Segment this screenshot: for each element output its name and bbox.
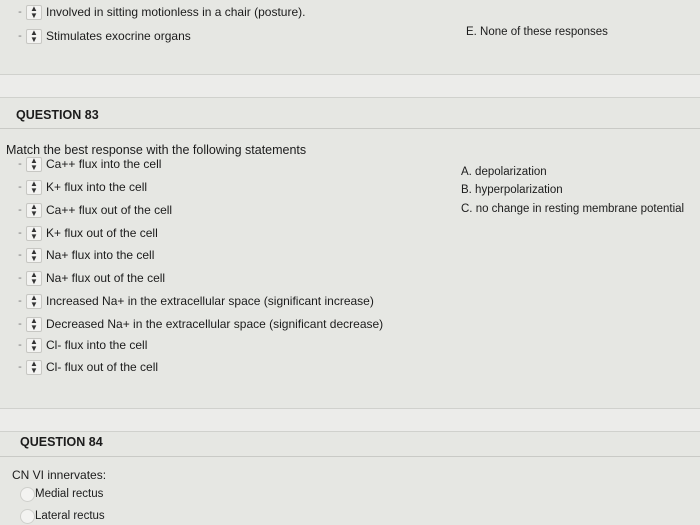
up-down-select-icon[interactable]: ▲ ▼ [26, 180, 42, 195]
question-84-title: QUESTION 84 [20, 435, 103, 449]
response-b: B. hyperpolarization [461, 184, 563, 196]
match-statement: Stimulates exocrine organs [46, 29, 191, 43]
match-statement: K+ flux into the cell [46, 180, 148, 194]
question-84-prompt: CN VI innervates: [12, 468, 107, 482]
divider [0, 128, 700, 129]
match-statement: Ca++ flux out of the cell [46, 203, 173, 217]
radio-button-icon[interactable] [20, 509, 35, 524]
response-e: E. None of these responses [466, 26, 608, 38]
dash-marker-icon: - [18, 227, 22, 239]
q83-match-row-6 [14, 292, 374, 310]
dash-marker-icon: - [18, 30, 22, 42]
dash-marker-icon: - [18, 181, 22, 193]
q83-match-row-3 [14, 224, 158, 242]
up-down-select-icon[interactable]: ▲ ▼ [26, 271, 42, 286]
match-statement: Na+ flux into the cell [46, 248, 155, 262]
dash-marker-icon: - [18, 361, 22, 373]
up-down-select-icon[interactable]: ▲ ▼ [26, 29, 42, 44]
question-separator-panel [0, 74, 700, 98]
up-down-select-icon[interactable]: ▲ ▼ [26, 157, 42, 172]
question-83-prompt: Match the best response with the following statements [6, 143, 307, 157]
up-down-select-icon[interactable]: ▲ ▼ [26, 203, 42, 218]
up-down-select-icon[interactable]: ▲ ▼ [26, 248, 42, 263]
match-statement: Involved in sitting motionless in a chair (posture). [46, 5, 306, 19]
dash-marker-icon: - [18, 6, 22, 18]
match-statement: Decreased Na+ in the extracellular space (significant decrease) [46, 317, 384, 331]
match-statement: K+ flux out of the cell [46, 226, 158, 240]
dash-marker-icon: - [18, 204, 22, 216]
question-separator-panel [0, 408, 700, 432]
q83-match-row-8 [14, 336, 147, 354]
up-down-select-icon[interactable]: ▲ ▼ [26, 226, 42, 241]
dash-marker-icon: - [18, 339, 22, 351]
match-statement: Cl- flux out of the cell [46, 360, 159, 374]
question-83-title: QUESTION 83 [16, 108, 99, 122]
q83-match-row-5 [14, 269, 165, 287]
dash-marker-icon: - [18, 318, 22, 330]
top-match-row-1 [14, 27, 191, 45]
top-match-row-0 [14, 3, 305, 21]
dash-marker-icon: - [18, 272, 22, 284]
response-a: A. depolarization [461, 166, 547, 178]
q83-match-row-0 [14, 155, 161, 173]
q83-match-row-9 [14, 358, 158, 376]
q83-match-row-4 [14, 246, 154, 264]
dash-marker-icon: - [18, 249, 22, 261]
option-medial-rectus[interactable]: Medial rectus [35, 488, 104, 500]
q83-match-row-1 [14, 178, 147, 196]
response-c: C. no change in resting membrane potential [461, 203, 685, 215]
up-down-select-icon[interactable]: ▲ ▼ [26, 294, 42, 309]
match-statement: Ca++ flux into the cell [46, 157, 162, 171]
divider [0, 456, 700, 457]
up-down-select-icon[interactable]: ▲ ▼ [26, 360, 42, 375]
dash-marker-icon: - [18, 295, 22, 307]
match-statement: Cl- flux into the cell [46, 338, 148, 352]
option-lateral-rectus[interactable]: Lateral rectus [35, 510, 105, 522]
match-statement: Increased Na+ in the extracellular space (significant increase) [46, 294, 374, 308]
q83-match-row-2 [14, 201, 172, 219]
up-down-select-icon[interactable]: ▲ ▼ [26, 338, 42, 353]
q83-match-row-7 [14, 315, 383, 333]
dash-marker-icon: - [18, 158, 22, 170]
match-statement: Na+ flux out of the cell [46, 271, 166, 285]
up-down-select-icon[interactable]: ▲ ▼ [26, 317, 42, 332]
up-down-select-icon[interactable]: ▲ ▼ [26, 5, 42, 20]
radio-button-icon[interactable] [20, 487, 35, 502]
